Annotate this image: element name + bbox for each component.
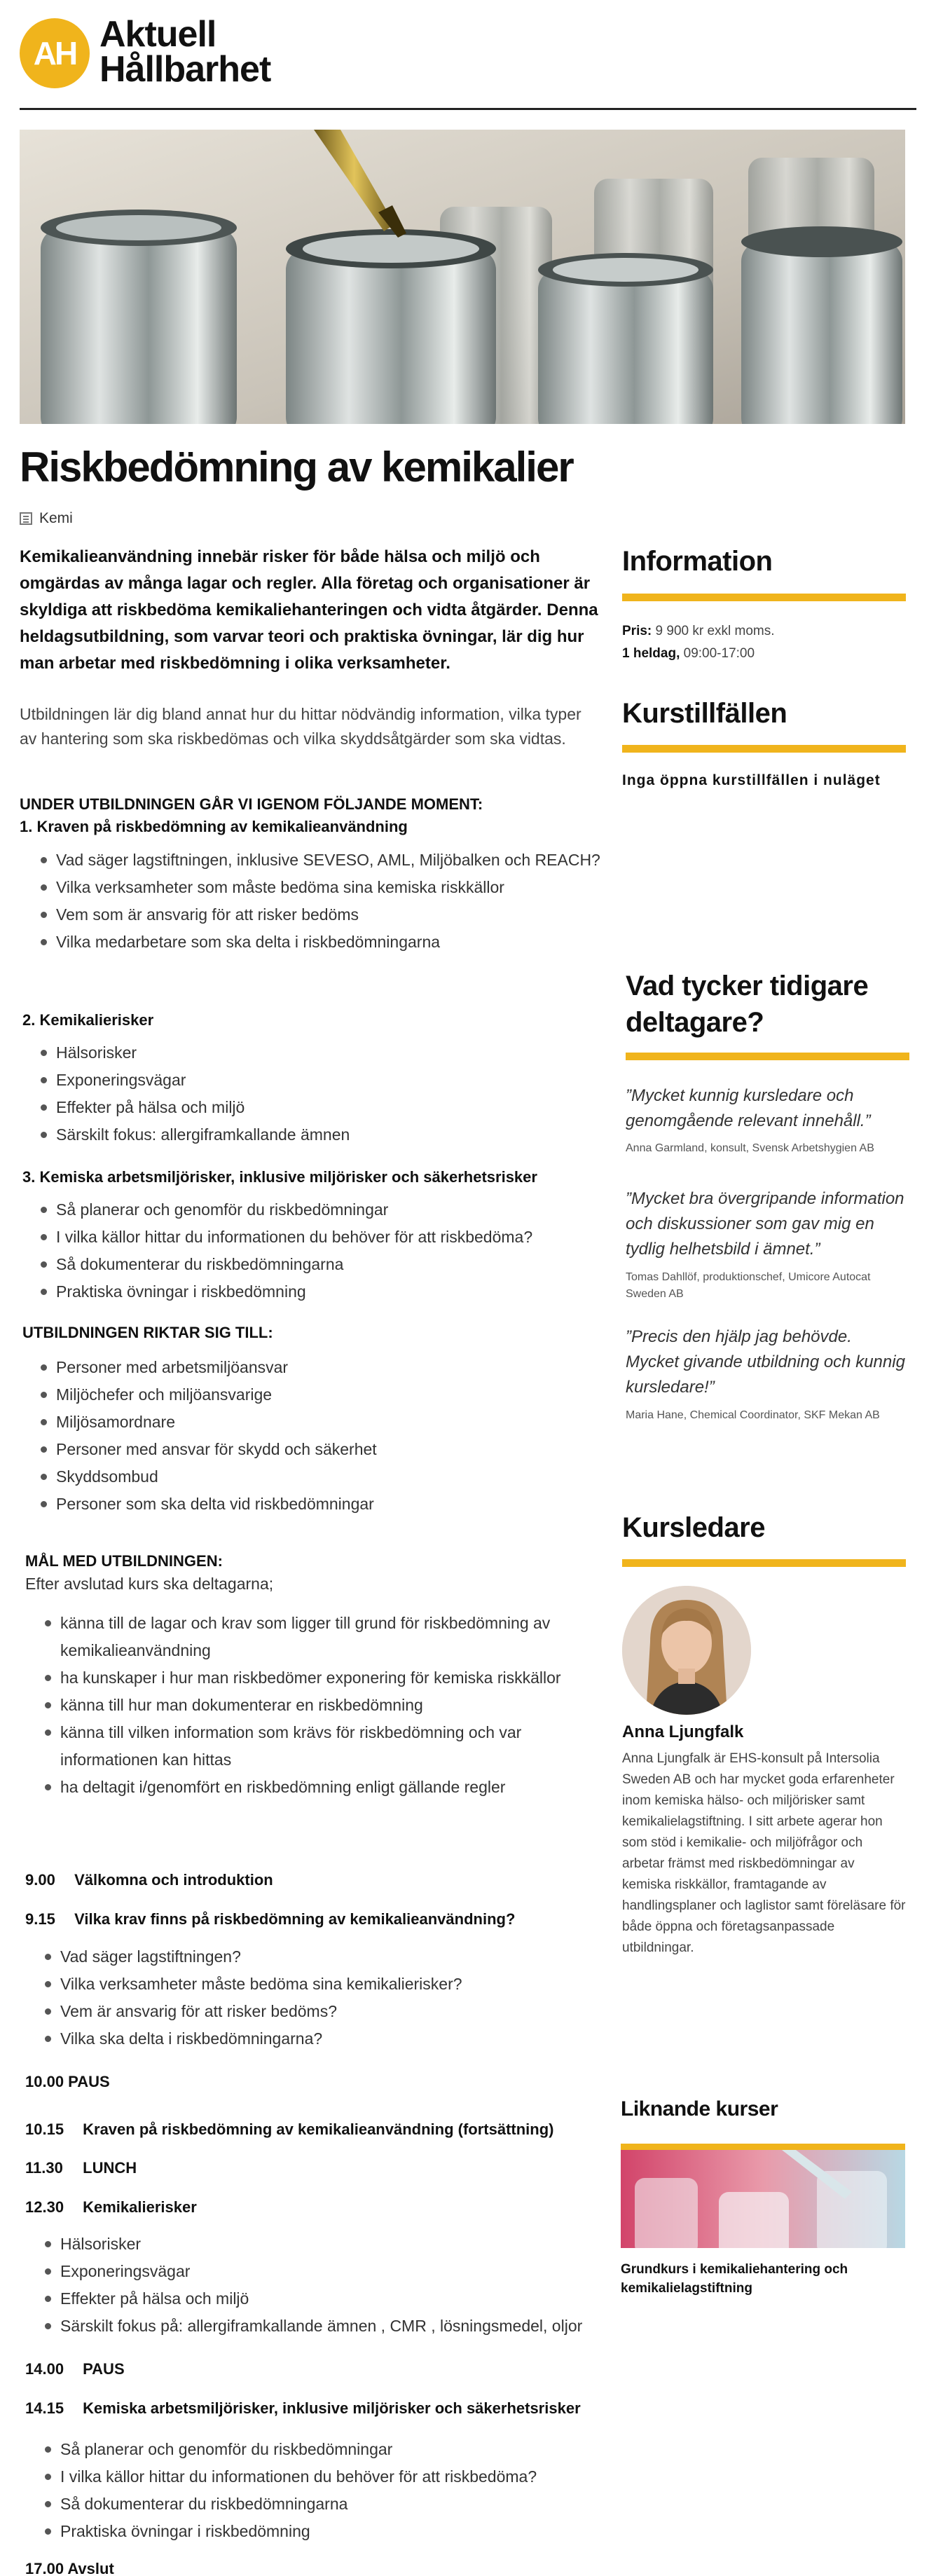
- list-item: Hälsorisker: [35, 1039, 603, 1067]
- schedule-text: Kemikalierisker: [83, 2198, 197, 2216]
- accent-bar: [621, 2144, 905, 2150]
- list-item: Miljösamordnare: [35, 1409, 603, 1436]
- leader-portrait: [622, 1586, 751, 1715]
- accent-bar: [622, 745, 906, 753]
- schedule-item: [25, 2118, 554, 2141]
- leader-name: Anna Ljungfalk: [622, 1722, 744, 1741]
- duration-label: 1 heldag,: [622, 646, 680, 661]
- list-item: känna till de lagar och krav som ligger till grund för riskbedömning av kemikalieanvändning: [39, 1610, 600, 1664]
- schedule-time: 14.15: [25, 2399, 64, 2417]
- schedule-time: 10.15: [25, 2121, 64, 2138]
- logo-wordmark[interactable]: [99, 14, 271, 90]
- price-line: [622, 620, 775, 643]
- list-item: känna till vilken information som krävs för riskbedömning och var informationen kan hittas: [39, 1719, 600, 1774]
- duration-value: 09:00-17:00: [683, 646, 755, 661]
- schedule-text: Välkomna och introduktion: [74, 1871, 273, 1889]
- review-quote: ”Mycket bra övergripande information och diskussioner som gav mig en tydlig helhetsbild i ämnet.”: [626, 1189, 904, 1259]
- schedule-item: [25, 2196, 197, 2219]
- list-item: Effekter på hälsa och miljö: [35, 1094, 603, 1121]
- logo-letters: AH: [33, 35, 76, 71]
- list-item: Vilka verksamheter som måste bedöma sina kemiska riskkällor: [35, 874, 603, 901]
- schedule-text: Kemiska arbetsmiljörisker, inklusive miljörisker och säkerhetsrisker: [83, 2399, 581, 2417]
- accent-bar: [622, 1559, 906, 1567]
- goals-heading: MÅL MED UTBILDNINGEN:: [25, 1552, 223, 1570]
- moment-1-list: [35, 847, 603, 956]
- bottles-illustration: [20, 130, 905, 424]
- schedule-time: 11.30: [25, 2159, 63, 2177]
- review-quote: ”Precis den hjälp jag behövde. Mycket givande utbildning och kunnig kursledare!”: [626, 1327, 905, 1397]
- logo-line-1: Aktuell: [99, 14, 216, 55]
- schedule-item: [25, 2157, 137, 2179]
- schedule-text: LUNCH: [83, 2159, 137, 2177]
- price-label: Pris:: [622, 624, 652, 638]
- price-value: 9 900 kr exkl moms.: [655, 624, 775, 638]
- lead-paragraph: Kemikalieanvändning innebär risker för både hälsa och miljö och omgärdas av många lagar och regler. Alla företag och organisationer är skyldiga att riskbedöma kemikaliehanteringen och vidta åtgärder. Denna heldagsutbildning, som varvar teori och praktiska övningar, lär dig hur man arbetar med riskbedömning i olika verksamheter.: [20, 547, 598, 673]
- category-label: Kemi: [39, 510, 73, 526]
- list-item: Så planerar och genomför du riskbedömningar: [39, 2436, 607, 2463]
- list-item: Så dokumenterar du riskbedömningarna: [39, 2491, 607, 2518]
- target-heading: UTBILDNINGEN RIKTAR SIG TILL:: [22, 1324, 273, 1341]
- hero-image: [20, 130, 905, 424]
- review-author: Anna Garmland, konsult, Svensk Arbetshygien AB: [626, 1142, 874, 1154]
- schedule-item: 17.00 Avslut: [25, 2560, 114, 2576]
- list-item: känna till hur man dokumenterar en riskbedömning: [39, 1692, 600, 1719]
- category-tag[interactable]: [20, 510, 73, 527]
- accent-bar: [622, 594, 906, 601]
- list-item: Miljöchefer och miljöansvarige: [35, 1381, 603, 1409]
- schedule-text: Kraven på riskbedömning av kemikalieanvändning (fortsättning): [83, 2121, 554, 2138]
- similar-course-illustration: [621, 2150, 905, 2248]
- list-item: Så planerar och genomför du riskbedömningar: [35, 1196, 603, 1224]
- list-item: Så dokumenterar du riskbedömningarna: [35, 1251, 603, 1278]
- list-item: I vilka källor hittar du informationen du behöver för att riskbedöma?: [35, 1224, 603, 1251]
- info-heading: Information: [622, 546, 773, 577]
- schedule-text: Vilka krav finns på riskbedömning av kemikalieanvändning?: [74, 1910, 516, 1928]
- site-header: [0, 0, 936, 109]
- schedule-time: 9.15: [25, 1910, 55, 1928]
- list-item: Praktiska övningar i riskbedömning: [39, 2518, 607, 2545]
- review-author: Maria Hane, Chemical Coordinator, SKF Mekan AB: [626, 1409, 880, 1421]
- list-item: Vilka ska delta i riskbedömningarna?: [39, 2025, 600, 2053]
- list-item: ha kunskaper i hur man riskbedömer exponering för kemiska riskkällor: [39, 1664, 600, 1692]
- list-item: Vilka verksamheter måste bedöma sina kemikalierisker?: [39, 1971, 600, 1998]
- list-item: I vilka källor hittar du informationen du behöver för att riskbedöma?: [39, 2463, 607, 2491]
- schedule-list-2: [39, 1943, 600, 2053]
- similar-course-image[interactable]: [621, 2150, 905, 2248]
- schedule-list-6: [39, 2231, 607, 2340]
- schedule-item: [25, 1869, 273, 1891]
- list-item: Praktiska övningar i riskbedömning: [35, 1278, 603, 1306]
- list-item: Vad säger lagstiftningen, inklusive SEVESO, AML, Miljöbalken och REACH?: [35, 847, 603, 874]
- list-item: Hälsorisker: [39, 2231, 607, 2258]
- occasions-text: Inga öppna kurstillfällen i nuläget: [622, 772, 881, 788]
- page-title: Riskbedömning av kemikalier: [20, 444, 573, 491]
- list-item: Exponeringsvägar: [39, 2258, 607, 2285]
- schedule-item: [25, 1908, 515, 1931]
- moment-3-heading: 3. Kemiska arbetsmiljörisker, inklusive miljörisker och säkerhetsrisker: [22, 1168, 537, 1186]
- similar-course-link[interactable]: Grundkurs i kemikaliehantering och kemikalielagstiftning: [621, 2262, 848, 2296]
- schedule-item: [25, 2397, 581, 2420]
- schedule-list-8: [39, 2436, 607, 2545]
- category-icon: [20, 512, 32, 525]
- schedule-item: [25, 2358, 125, 2380]
- duration-line: [622, 643, 755, 665]
- list-item: Personer med arbetsmiljöansvar: [35, 1354, 603, 1381]
- reviews-heading: Vad tycker tidigare deltagare?: [626, 971, 869, 1038]
- leader-avatar: [622, 1586, 751, 1715]
- moment-2-heading: 2. Kemikalierisker: [22, 1011, 154, 1029]
- logo-mark[interactable]: [20, 18, 90, 88]
- moment-2-list: [35, 1039, 603, 1149]
- intro-paragraph: Utbildningen lär dig bland annat hur du hittar nödvändig information, vilka typer av hantering som ska riskbedömas och vilka skyddsåtgärder som ska vidtas.: [20, 705, 581, 748]
- similar-heading: Liknande kurser: [621, 2097, 778, 2121]
- logo-line-2: Hållbarhet: [99, 49, 271, 90]
- moment-3-list: [35, 1196, 603, 1306]
- header-divider: [20, 108, 916, 110]
- accent-bar: [626, 1053, 909, 1060]
- goals-intro: Efter avslutad kurs ska deltagarna;: [25, 1575, 274, 1593]
- list-item: Skyddsombud: [35, 1463, 603, 1491]
- list-item: Personer med ansvar för skydd och säkerhet: [35, 1436, 603, 1463]
- list-item: Vad säger lagstiftningen?: [39, 1943, 600, 1971]
- leader-heading: Kursledare: [622, 1512, 765, 1543]
- list-item: Exponeringsvägar: [35, 1067, 603, 1094]
- list-item: Vem som är ansvarig för att risker bedöms: [35, 901, 603, 929]
- goals-list: [39, 1610, 600, 1801]
- review-author: Tomas Dahllöf, produktionschef, Umicore Autocat Sweden AB: [626, 1271, 871, 1300]
- list-item: Särskilt fokus: allergiframkallande ämnen: [35, 1121, 603, 1149]
- list-item: Effekter på hälsa och miljö: [39, 2285, 607, 2313]
- list-item: Vilka medarbetare som ska delta i riskbedömningarna: [35, 929, 603, 956]
- leader-bio: Anna Ljungfalk är EHS-konsult på Intersolia Sweden AB och har mycket goda erfarenheter inom kemiska hälso- och miljörisker samt kemikalielagstiftning. I sitt arbete agerar hon som stöd i kemikalie- och miljöfrågor och arbetar främst med riskbedömningar av kemiska riskkällor, framtagande av handlingsplaner och laglistor samt föreläsare för både öppna och företagsanpassade utbildningar.: [622, 1751, 906, 1955]
- list-item: Särskilt fokus på: allergiframkallande ämnen , CMR , lösningsmedel, oljor: [39, 2313, 607, 2340]
- list-item: Personer som ska delta vid riskbedömningar: [35, 1491, 603, 1518]
- schedule-time: 14.00: [25, 2360, 64, 2378]
- list-item: Vem är ansvarig för att risker bedöms?: [39, 1998, 600, 2025]
- target-list: [35, 1354, 603, 1518]
- moment-1-heading: 1. Kraven på riskbedömning av kemikalieanvändning: [20, 818, 408, 835]
- schedule-time: 12.30: [25, 2198, 64, 2216]
- review-quote: ”Mycket kunnig kursledare och genomgående relevant innehåll.”: [626, 1086, 871, 1130]
- schedule-text: PAUS: [83, 2360, 125, 2378]
- schedule-item: 10.00 PAUS: [25, 2073, 110, 2090]
- moments-heading: UNDER UTBILDNINGEN GÅR VI IGENOM FÖLJANDE MOMENT:: [20, 795, 483, 813]
- list-item: ha deltagit i/genomfört en riskbedömning enligt gällande regler: [39, 1774, 600, 1801]
- occasions-heading: Kurstillfällen: [622, 698, 787, 729]
- schedule-time: 9.00: [25, 1871, 55, 1889]
